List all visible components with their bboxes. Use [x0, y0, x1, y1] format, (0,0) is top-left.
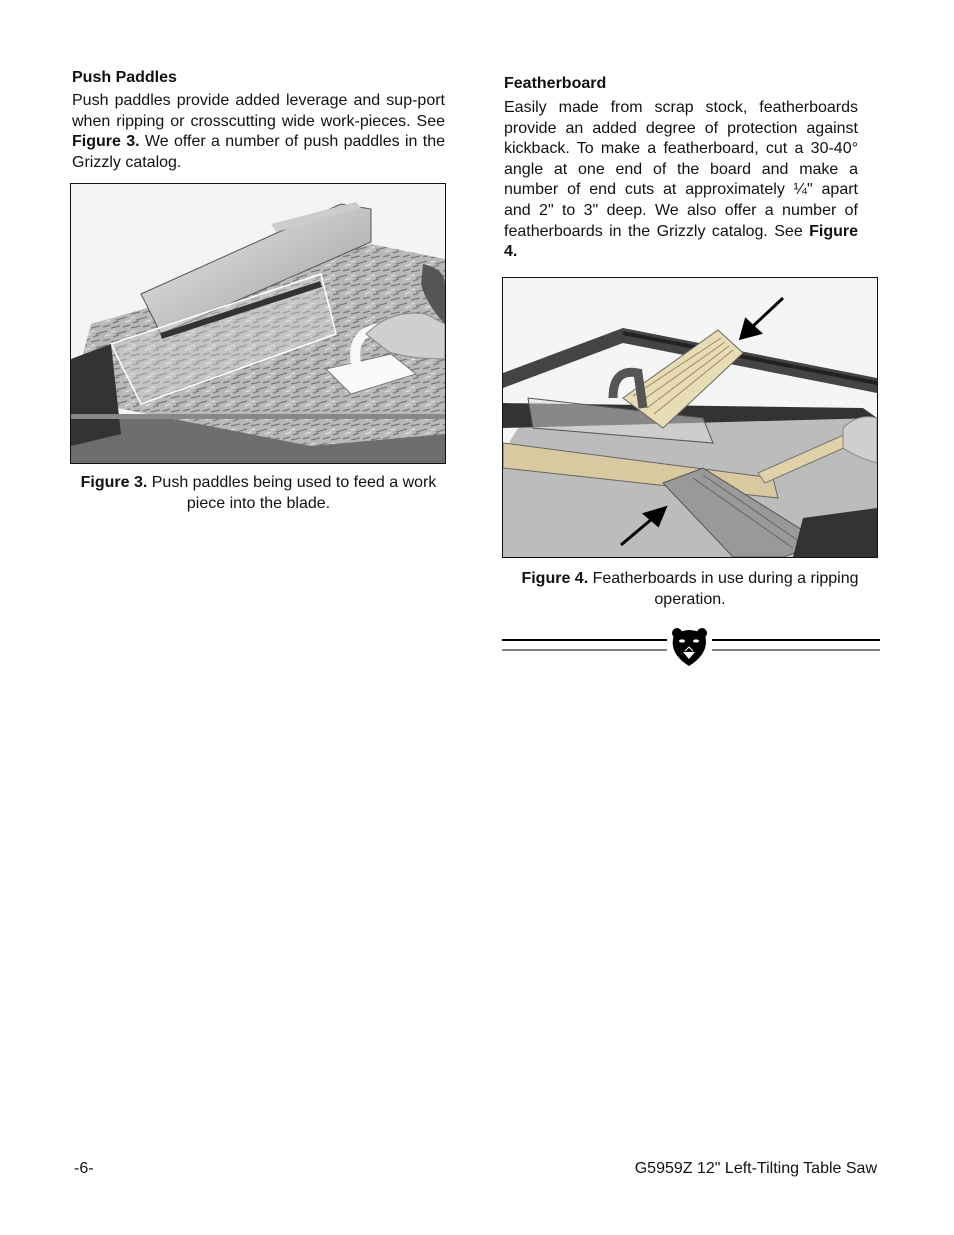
- push-paddle-illustration: [71, 184, 445, 463]
- featherboard-paragraph: [504, 98, 858, 263]
- featherboard-heading: Featherboard: [504, 75, 607, 92]
- figure4-caption-text: Featherboards in use during a ripping operation.: [588, 570, 859, 608]
- figure4-label: Figure 4.: [521, 570, 589, 587]
- figure4-caption: [504, 568, 876, 610]
- figure3-caption: [72, 472, 445, 514]
- featherboard-text: Easily made from scrap stock, featherboards provide an added degree of protection against kickback. To make a featherboard, cut a 30-40° angle at one end of the board and make a number of end cuts at approximately ¼" apart and 2" to 3" deep. We also offer a number of featherboards in the Grizzly catalog. See: [504, 99, 858, 240]
- push-paddles-heading: Push Paddles: [72, 69, 177, 86]
- featherboard-section: [504, 74, 858, 263]
- page-number: -6-: [74, 1160, 94, 1177]
- figure3-caption-text: Push paddles being used to feed a work piece into the blade.: [147, 474, 437, 512]
- push-paddles-text-end: We offer a number of push paddles in the Grizzly catalog.: [72, 133, 445, 171]
- push-paddles-paragraph: [72, 91, 445, 173]
- figure4-reference: Figure 4.: [504, 222, 858, 261]
- figure3-photo: [70, 183, 446, 464]
- figure3-label: Figure 3.: [80, 474, 148, 491]
- push-paddles-text: Push paddles provide added leverage and sup-port when ripping or crosscutting wide work-pieces. See: [72, 92, 445, 130]
- featherboard-illustration: [503, 278, 877, 557]
- grizzly-bear-logo: [672, 628, 707, 666]
- section-divider: [502, 625, 882, 669]
- figure3-reference: Figure 3.: [72, 133, 140, 151]
- footer-title: G5959Z 12" Left-Tilting Table Saw: [634, 1160, 877, 1177]
- figure4-photo: [502, 277, 878, 558]
- push-paddles-section: [72, 68, 445, 173]
